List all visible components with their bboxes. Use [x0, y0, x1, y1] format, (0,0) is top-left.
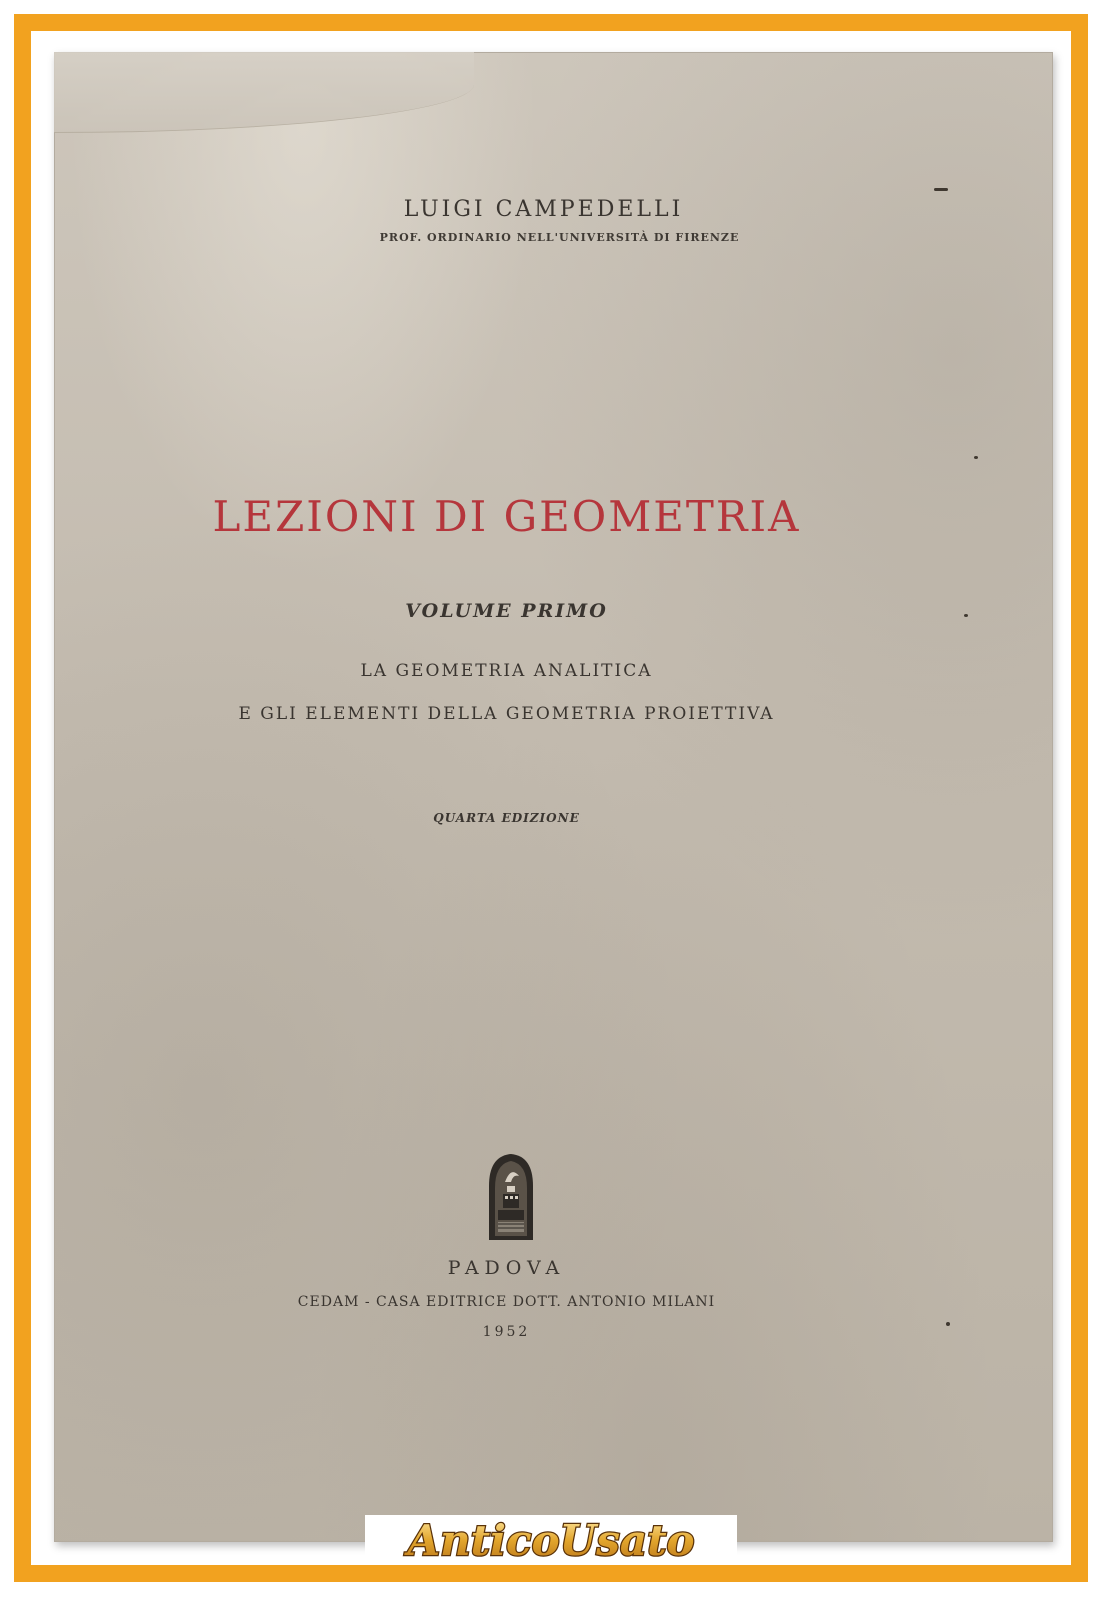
torn-corner: [54, 52, 474, 133]
publication-year: 1952: [482, 1324, 531, 1340]
subtitle-line-2: E GLI ELEMENTI DELLA GEOMETRIA PROIETTIVA: [238, 704, 775, 724]
paper-speck: [934, 188, 948, 191]
watermark-logo: [375, 1505, 727, 1575]
edition-label: QUARTA EDIZIONE: [433, 811, 580, 825]
author-name: LUIGI CAMPEDELLI: [403, 197, 684, 222]
watermark-text: AnticoUsato: [407, 1516, 695, 1565]
publisher-emblem-icon: [485, 1152, 537, 1242]
book-title: LEZIONI DI GEOMETRIA: [212, 492, 801, 541]
author-affiliation: PROF. ORDINARIO NELL'UNIVERSITÀ DI FIRENZE: [379, 231, 740, 244]
publisher-name: CEDAM - CASA EDITRICE DOTT. ANTONIO MILANI: [297, 1294, 716, 1310]
paper-speck: [974, 456, 978, 459]
book-cover: [54, 52, 1053, 1542]
publisher-city: PADOVA: [447, 1257, 566, 1279]
subtitle-line-1: LA GEOMETRIA ANALITICA: [360, 661, 653, 681]
volume-label: VOLUME PRIMO: [405, 600, 608, 622]
paper-speck: [946, 1322, 950, 1326]
paper-speck: [964, 614, 968, 617]
